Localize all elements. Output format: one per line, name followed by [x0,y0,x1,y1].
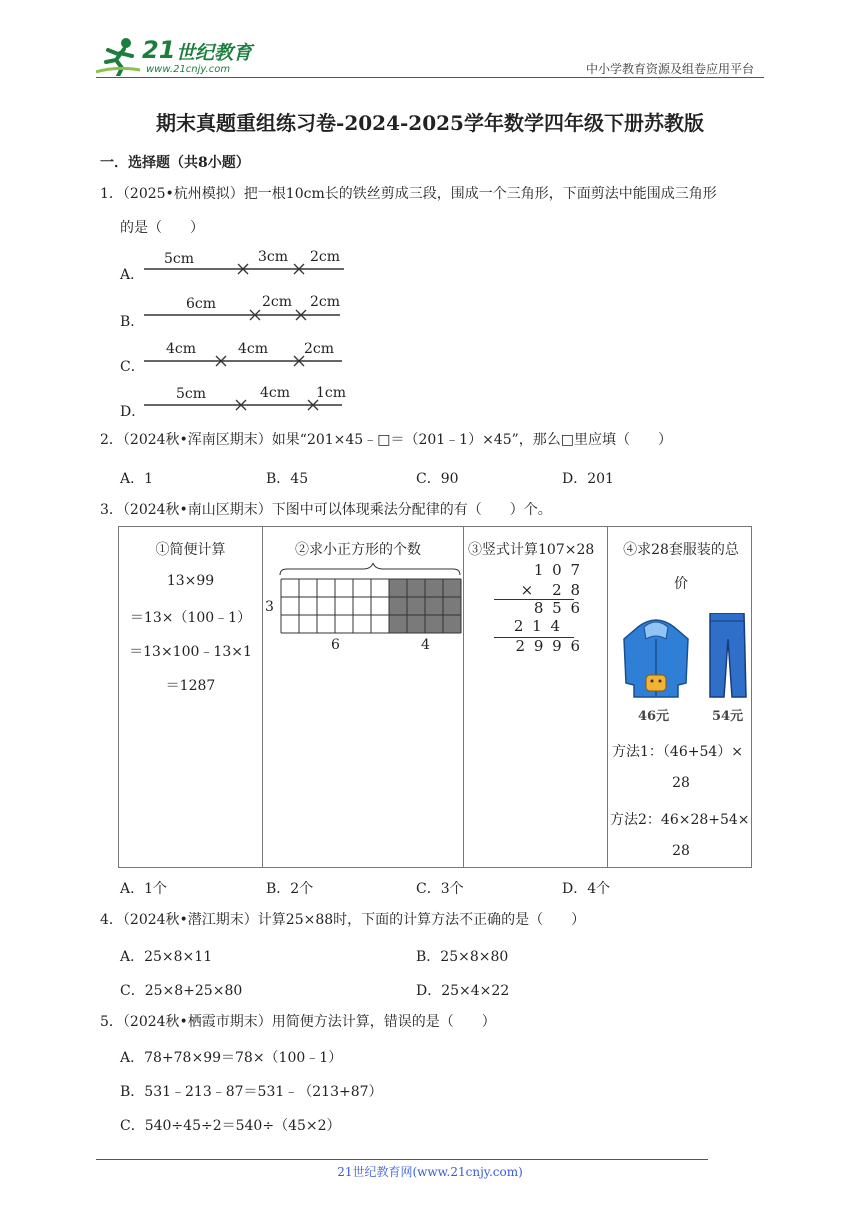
q2-option-a: A．1 [120,471,154,487]
q1-option-b-figure [144,294,340,324]
cell1-line: ＝13×（100﹣1） [129,610,252,626]
q4-stem: 4．（2024秋•潜江期末）计算25×88时，下面的计算方法不正确的是（ ） [100,912,586,928]
q3-cell-2 [263,527,464,868]
q1-stem-line1: 1．（2025•杭州模拟）把一根10cm长的铁丝剪成三段，围成一个三角形，下面剪法中能围成三角形 [100,186,717,202]
q3-option-b: B．2个 [266,881,314,897]
cell4-heading: ④求28套服装的总 [623,542,739,558]
q3-option-c: C．3个 [416,881,464,897]
q2-option-c: C．90 [416,471,459,487]
vertical-calc-row: × 2 8 [520,581,582,599]
logo [96,36,261,80]
cell1-line: ＝1287 [165,678,216,694]
grid-left-label: 6 [331,637,340,653]
q3-option-d: D．4个 [562,881,611,897]
segment-label: 2cm [310,294,341,310]
q1-option-b-letter: B． [120,314,145,330]
page-title: 期末真题重组练习卷-2024-2025学年数学四年级下册苏教版 [156,111,704,135]
q3-option-a: A．1个 [120,881,168,897]
segment-label: 2cm [304,341,335,357]
segment-label: 4cm [166,341,197,357]
q5-option-b: B．531﹣213﹣87＝531﹣（213+87） [120,1084,383,1100]
segment-label: 2cm [262,294,293,310]
q4-option-d: D．25×4×22 [416,983,510,999]
method2-line1: 方法2：46×28+54× [610,812,750,828]
pants-price: 54元 [712,709,744,724]
q3-stem: 3．（2024秋•南山区期末）下图中可以体现乘法分配律的有（ ）个。 [100,502,552,518]
pants-icon [710,613,746,697]
q4-option-b: B．25×8×80 [416,949,509,965]
logo-text: 世纪教育 [176,42,253,64]
segment-label: 1cm [316,385,347,401]
method2-line2: 28 [672,843,690,859]
cell3-heading: ③竖式计算107×28 [468,542,595,558]
q1-option-c-letter: C． [120,359,145,375]
q1-option-c-figure [144,340,342,370]
runner-icon [96,36,142,76]
grid-right-label: 4 [421,637,430,653]
segment-label: 5cm [164,251,195,267]
q1-option-d-letter: D． [120,404,146,420]
q2-stem: 2．（2024秋•浑南区期末）如果“201×45﹣□＝（201﹣1）×45”，那么□里应填（ ） [100,432,673,448]
grid-side-label: 3 [265,599,274,615]
cell1-line: ＝13×100﹣13×1 [129,644,252,660]
square-grid-figure [263,563,463,673]
segment-label: 3cm [258,249,289,265]
cell4-heading-cont: 价 [674,576,688,592]
header-divider [96,77,764,78]
cell1-heading: ①简便计算 [155,542,226,558]
method1-line1: 方法1：（46+54）× [612,744,743,760]
cell2-heading: ②求小正方形的个数 [295,542,421,558]
q3-cell-3 [464,527,608,868]
q3-cell-4 [608,527,752,868]
vertical-calc-row: 1 0 7 [533,561,582,579]
q1-option-a-letter: A． [120,267,145,283]
segment-label: 5cm [176,386,207,402]
jacket-icon [624,620,688,697]
logo-url: www.21cnjy.com [146,64,231,75]
section-heading: 一．选择题（共8小题） [100,155,250,171]
method1-line2: 28 [672,775,690,791]
segment-label: 2cm [310,249,341,265]
q5-option-a: A．78+78×99＝78×（100﹣1） [120,1050,343,1066]
q1-option-d-figure [144,384,347,414]
q1-stem-line2: 的是（ ） [120,220,204,236]
vertical-calc-row: 2 1 4 [513,617,562,635]
q1-option-a-figure [144,248,344,278]
platform-name: 中小学教育资源及组卷应用平台 [585,62,754,76]
logo-number: 21 [142,36,176,64]
clothing-illustration [616,613,752,699]
q2-option-b: B．45 [266,471,309,487]
q3-figure-table [118,526,752,868]
q3-cell-1 [119,527,263,868]
q2-option-d: D．201 [562,471,614,487]
footer-divider [96,1159,708,1160]
vertical-calc-row: 2 9 9 6 [515,637,582,655]
segment-label: 4cm [238,341,269,357]
q5-stem: 5．（2024秋•栖霞市期末）用简便方法计算，错误的是（ ） [100,1014,496,1030]
vertical-calc-row: 8 5 6 [533,599,582,617]
jacket-price: 46元 [638,709,670,724]
q4-option-c: C．25×8+25×80 [120,983,243,999]
segment-label: 6cm [186,296,217,312]
cell1-line: 13×99 [166,573,215,589]
q4-option-a: A．25×8×11 [120,949,213,965]
segment-label: 4cm [260,385,291,401]
q5-option-c: C．540÷45÷2＝540÷（45×2） [120,1118,341,1134]
footer-text: 21世纪教育网(www.21cnjy.com) [337,1165,523,1179]
